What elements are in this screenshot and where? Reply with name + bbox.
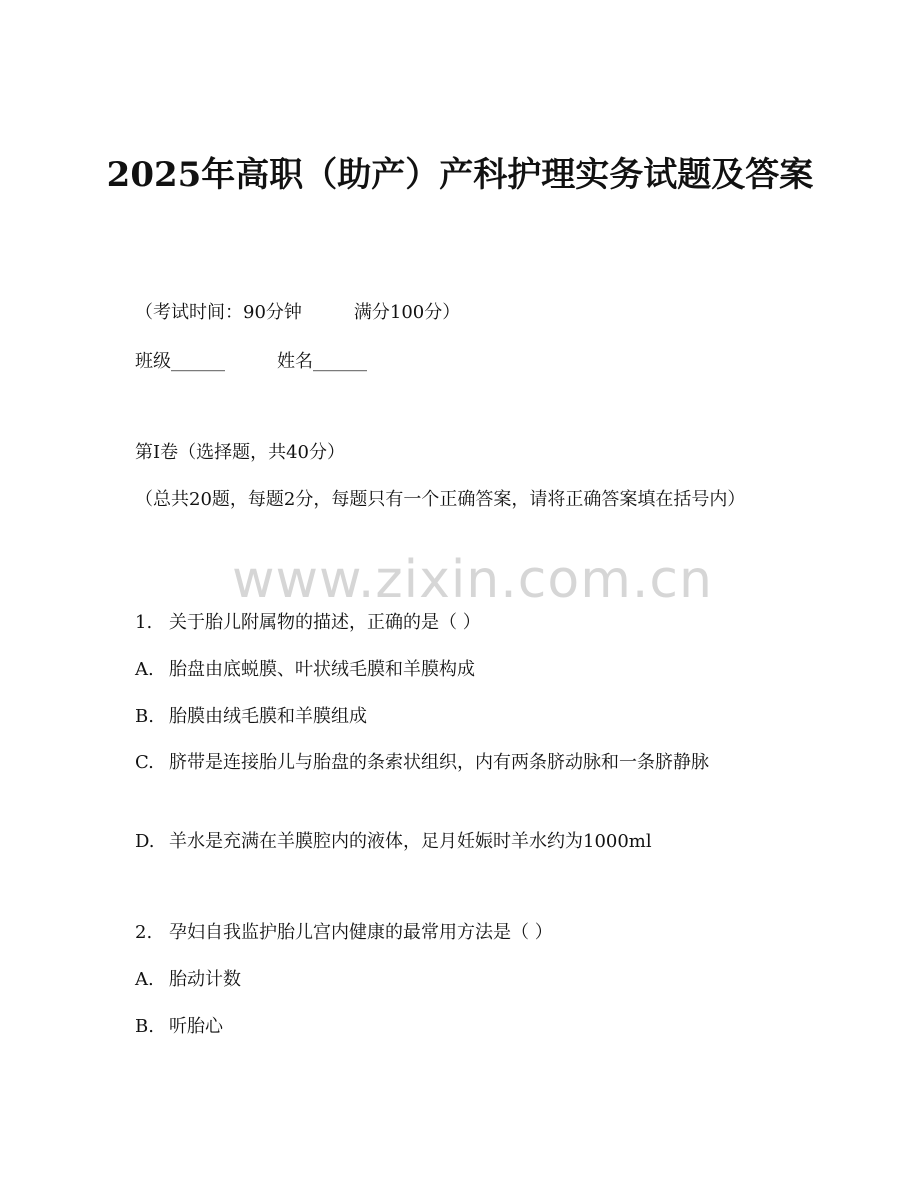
- question-2-option-a: [135, 969, 241, 991]
- option-label: D.: [135, 831, 155, 852]
- student-fields: [135, 351, 367, 373]
- option-label: A.: [135, 659, 154, 680]
- question-2-stem: [135, 922, 553, 944]
- option-label: B.: [135, 1016, 154, 1037]
- exam-time: （考试时间：90分钟: [135, 302, 302, 323]
- name-field: 姓名______: [277, 351, 367, 372]
- question-number: 1.: [135, 612, 153, 633]
- option-text: 羊水是充满在羊膜腔内的液体，足月妊娠时羊水约为1000ml: [169, 831, 652, 852]
- exam-info: [135, 302, 460, 324]
- document-title: 2025年高职（助产）产科护理实务试题及答案: [106, 155, 814, 195]
- option-text: 听胎心: [169, 1016, 223, 1037]
- option-text: 胎盘由底蜕膜、叶状绒毛膜和羊膜构成: [169, 659, 475, 680]
- option-text: 脐带是连接胎儿与胎盘的条索状组织，内有两条脐动脉和一条脐静脉: [169, 752, 709, 773]
- exam-score: 满分100分）: [353, 302, 461, 323]
- option-label: C.: [135, 752, 154, 773]
- class-field: 班级______: [135, 351, 225, 372]
- section-heading: 第I卷（选择题，共40分）: [135, 442, 346, 463]
- question-2-option-b: [135, 1016, 223, 1038]
- question-text: 关于胎儿附属物的描述，正确的是（ ）: [169, 612, 481, 633]
- question-1-option-d: [135, 831, 652, 853]
- question-1-option-b: [135, 706, 367, 728]
- section-instructions: （总共20题，每题2分，每题只有一个正确答案，请将正确答案填在括号内）: [135, 489, 746, 510]
- question-1-option-a: [135, 659, 475, 681]
- question-number: 2.: [135, 922, 153, 943]
- option-label: B.: [135, 706, 154, 727]
- watermark: www.zixin.com.cn: [232, 550, 713, 610]
- question-1-stem: [135, 612, 481, 634]
- option-text: 胎膜由绒毛膜和羊膜组成: [169, 706, 367, 727]
- option-label: A.: [135, 969, 154, 990]
- question-1-option-c: [135, 747, 785, 779]
- question-text: 孕妇自我监护胎儿宫内健康的最常用方法是（ ）: [169, 922, 553, 943]
- option-text: 胎动计数: [169, 969, 241, 990]
